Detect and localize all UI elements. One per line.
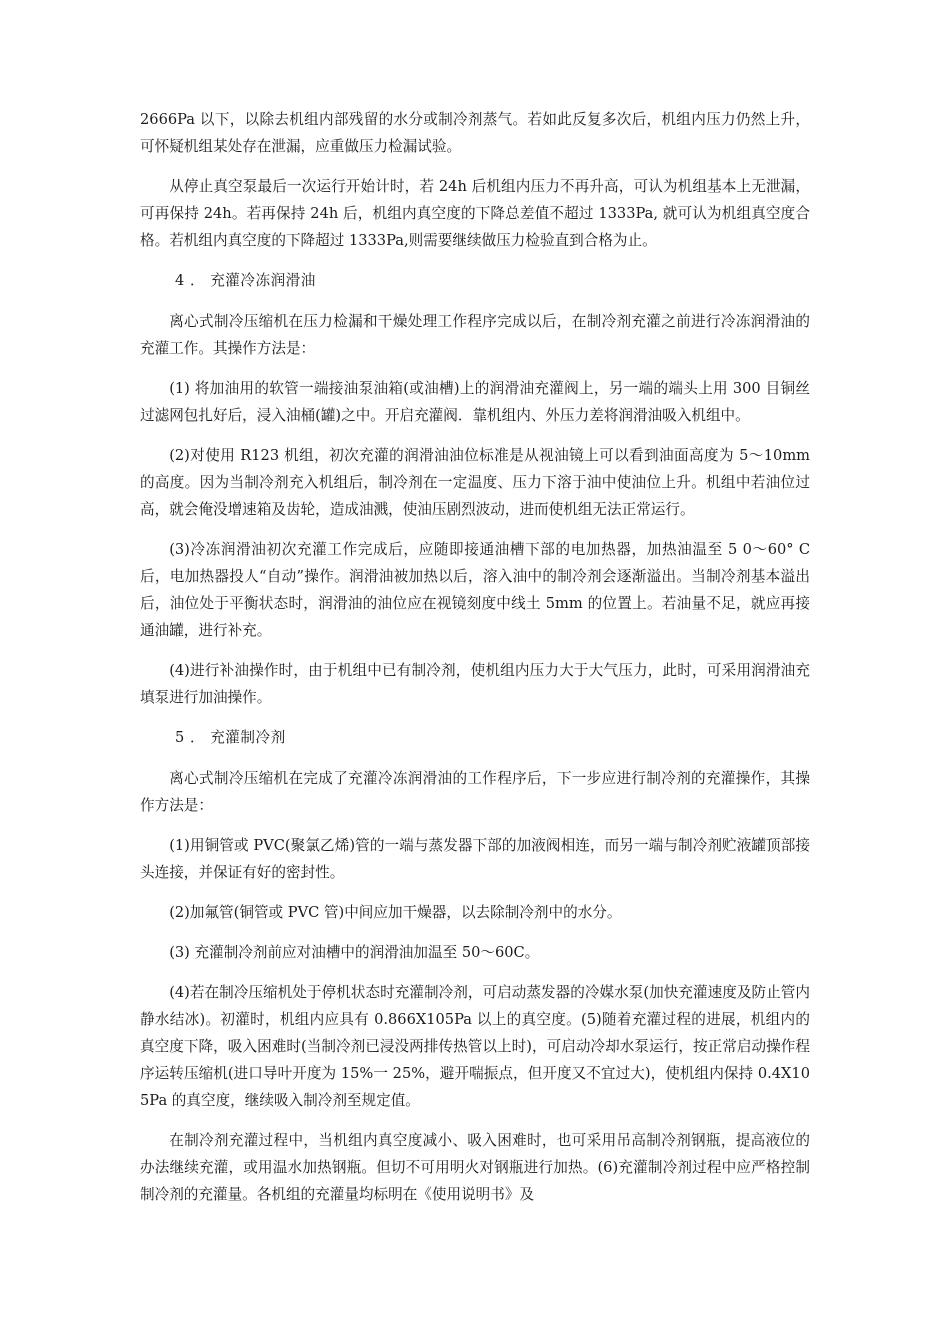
paragraph-oil-intro: 离心式制冷压缩机在压力检漏和干燥处理工作程序完成以后，在制冷剂充灌之前进行冷冻润滑油的充灌工作。其操作方法是： xyxy=(140,313,810,357)
paragraph-refrigerant-intro: 离心式制冷压缩机在完成了充灌冷冻润滑油的工作程序后，下一步应进行制冷剂的充灌操作，其操作方法是： xyxy=(140,770,810,814)
paragraph-oil-step-4: (4)进行补油操作时，由于机组中已有制冷剂，使机组内压力大于大气压力，此时，可采用润滑油充填泵进行加油操作。 xyxy=(140,662,810,706)
paragraph-vacuum-continued: 2666Pa 以下，以除去机组内部残留的水分或制冷剂蒸气。若如此反复多次后，机组内压力仍然上升，可怀疑机组某处存在泄漏，应重做压力检漏试验。 xyxy=(140,111,810,155)
section-heading-refrigerant-charging: 5 ． 充灌制冷剂 xyxy=(175,729,286,746)
document-page xyxy=(140,106,810,1221)
paragraph-refrigerant-step-1: (1)用铜管或 PVC(聚氯乙烯)管的一端与蒸发器下部的加液阀相连，而另一端与制冷剂贮液罐顶部接头连接，并保证有好的密封性。 xyxy=(140,837,810,881)
paragraph-vacuum-hold-test: 从停止真空泵最后一次运行开始计时，若 24h 后机组内压力不再升高，可认为机组基本上无泄漏，可再保持 24h。若再保持 24h 后，机组内真空度的下降总差值不超过 1333Pa, 就可认为机组真空度合格。若机组内真空度的下降超过 1333Pa,则需要继续做压力检验直到合格为止。 xyxy=(140,178,810,249)
paragraph-oil-step-1: (1) 将加油用的软管一端接油泵油箱(或油槽)上的润滑油充灌阀上，另一端的端头上用 300 目铜丝过滤网包扎好后，浸入油桶(罐)之中。开启充灌阀．靠机组内、外压力差将润滑油吸入机组中。 xyxy=(140,380,810,424)
paragraph-oil-step-2: (2)对使用 R123 机组，初次充灌的润滑油油位标准是从视油镜上可以看到油面高度为 5～10mm 的高度。因为当制冷剂充入机组后，制冷剂在一定温度、压力下溶于油中使油位上升。机组中若油位过高，就会俺没增速箱及齿轮，造成油溅，使油压剧烈波动，进而使机组无法正常运行。 xyxy=(140,447,810,518)
paragraph-refrigerant-step-6: 在制冷剂充灌过程中，当机组内真空度减小、吸入困难时，也可采用吊高制冷剂钢瓶，提高液位的办法继续充灌，或用温水加热钢瓶。但切不可用明火对钢瓶进行加热。(6)充灌制冷剂过程中应严格控制制冷剂的充灌量。各机组的充灌量均标明在《使用说明书》及 xyxy=(140,1132,810,1203)
section-heading-oil-charging: 4 ． 充灌冷冻润滑油 xyxy=(175,272,316,289)
paragraph-refrigerant-step-4-5: (4)若在制冷压缩机处于停机状态时充灌制冷剂，可启动蒸发器的冷媒水泵(加快充灌速度及防止管内静水结冰)。初灌时，机组内应具有 0.866X105Pa 以上的真空度。(5)随着充灌过程的进展，机组内的真空度下降，吸入困难时(当制冷剂已浸没两排传热管以上时)，可启动冷却水泵运行，按正常启动操作程序运转压缩机(进口导叶开度为 15%一 25%，避开喘振点，但开度又不宜过大)，使机组内保持 0.4X105Pa 的真空度，继续吸入制冷剂至规定值。 xyxy=(140,984,810,1109)
paragraph-refrigerant-step-3: (3) 充灌制冷剂前应对油槽中的润滑油加温至 50～60C。 xyxy=(169,944,540,961)
paragraph-oil-step-3: (3)冷冻润滑油初次充灌工作完成后，应随即接通油槽下部的电加热器，加热油温至 5 0～60° C 后，电加热器投人“自动”操作。润滑油被加热以后，溶入油中的制冷剂会逐渐溢出。当制冷剂基本溢出后，油位处于平衡状态时，润滑油的油位应在视镜刻度中线土 5mm 的位置上。若油量不足，就应再接通油罐，进行补充。 xyxy=(140,541,810,639)
paragraph-refrigerant-step-2: (2)加氟管(铜管或 PVC 管)中间应加干燥器，以去除制冷剂中的水分。 xyxy=(169,904,622,921)
